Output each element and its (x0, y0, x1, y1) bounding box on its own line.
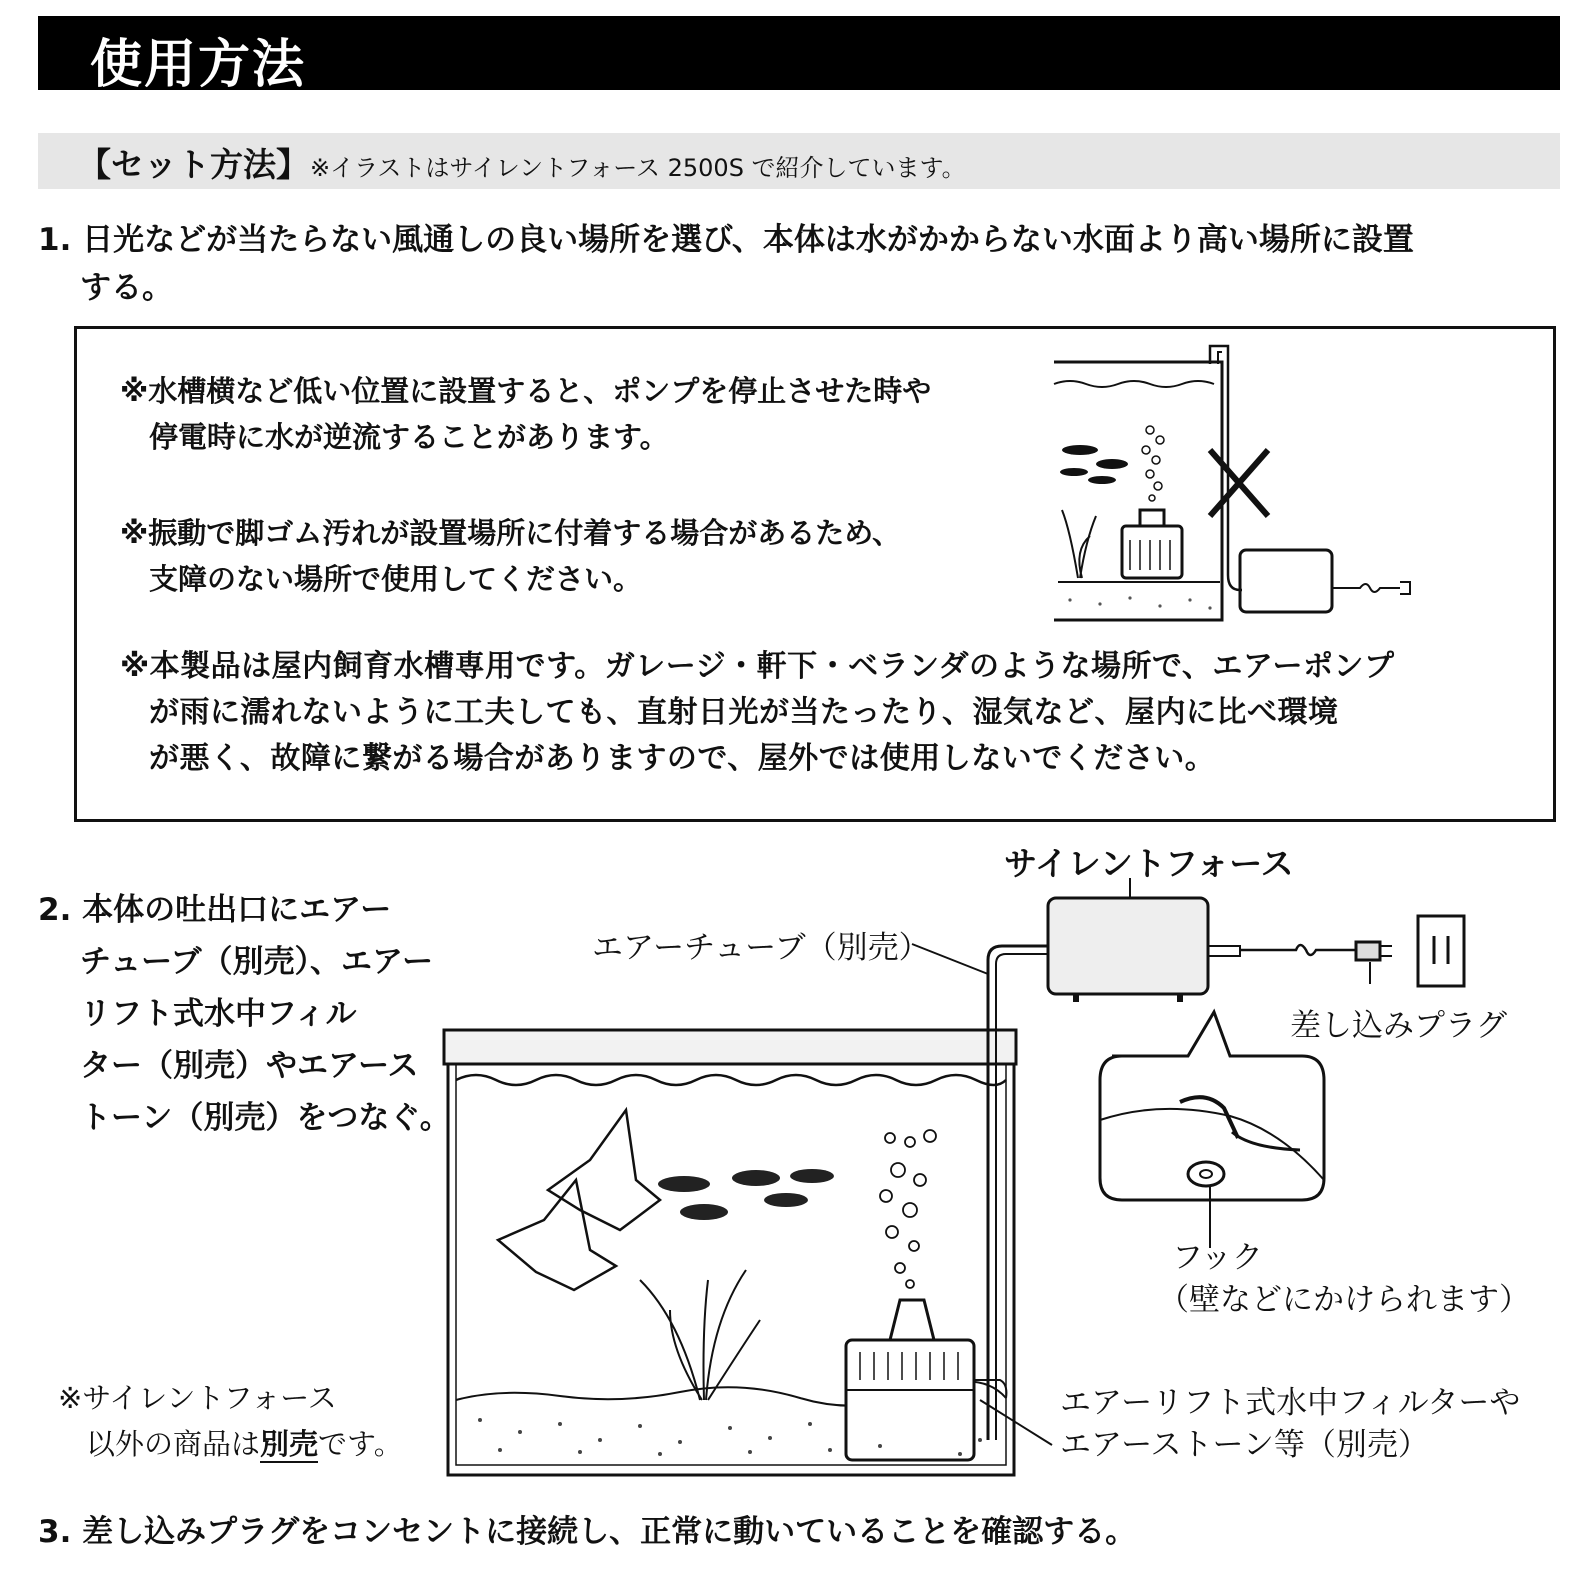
step2-text (38, 884, 451, 1144)
side-note-text-end: です。 (318, 1427, 403, 1461)
step1-line2: する。 (80, 270, 173, 306)
side-note-line2 (58, 1421, 403, 1467)
section-heading: 【セット方法】 (78, 145, 309, 184)
label-filter-line2: エアーストーン等（別売） (1060, 1427, 1429, 1463)
warning-1-line2: 停電時に水が逆流することがあります。 (149, 420, 669, 454)
step2-line: ター（別売）やエアース (80, 1048, 419, 1084)
warning-3 (120, 644, 1394, 782)
step3-text: 3. 差し込みプラグをコンセントに接続し、正常に動いていることを確認する。 (38, 1514, 1137, 1550)
label-product: サイレントフォース (1004, 844, 1294, 883)
side-note-text: 以外の商品は (86, 1427, 261, 1461)
label-hook: フック (1172, 1240, 1263, 1276)
side-note-line1: ※サイレントフォース (58, 1381, 337, 1415)
warning-2-line1: ※振動で脚ゴム汚れが設置場所に付着する場合があるため、 (120, 516, 902, 550)
wrong-placement-illustration (1050, 340, 1450, 630)
warning-1 (120, 368, 931, 460)
step2-line: チューブ（別売）、エアー (80, 944, 434, 980)
warning-1-line1: ※水槽横など低い位置に設置すると、ポンプを停止させた時や (120, 374, 932, 408)
label-air-tube: エアーチューブ（別売） (592, 930, 930, 966)
step2-line: リフト式水中フィル (80, 996, 357, 1032)
warning-3-line3: が悪く、故障に繋がる場合がありますので、屋外では使用しないでください。 (149, 741, 1216, 776)
side-note (58, 1375, 403, 1467)
section-heading-bar (38, 133, 1560, 189)
label-filter-line1: エアーリフト式水中フィルターや (1060, 1385, 1521, 1421)
warning-2-line2: 支障のない場所で使用してください。 (149, 562, 643, 596)
step1-text (38, 216, 1578, 312)
warning-2 (120, 510, 901, 602)
side-note-bold: 別売 (260, 1427, 319, 1461)
label-filter (1060, 1382, 1520, 1466)
step2-line: 2. 本体の吐出口にエアー (38, 892, 392, 928)
step1-line1: 1. 日光などが当たらない風通しの良い場所を選び、本体は水がかからない水面より高い場所に設置 (38, 222, 1414, 258)
warning-3-line1: ※本製品は屋内飼育水槽専用です。ガレージ・軒下・ベランダのような場所で、エアーポンプ (120, 649, 1395, 684)
step2-line: トーン（別売）をつなぐ。 (80, 1100, 451, 1136)
page-title: 使用方法 (90, 35, 307, 95)
warning-3-line2: が雨に濡れないように工夫しても、直射日光が当たったり、湿気など、屋内に比べ環境 (149, 695, 1339, 730)
label-plug: 差し込みプラグ (1290, 1008, 1507, 1044)
label-hook-note: （壁などにかけられます） (1158, 1282, 1530, 1318)
title-bar (38, 16, 1560, 95)
section-note: ※イラストはサイレントフォース 2500S で紹介しています。 (310, 154, 966, 182)
